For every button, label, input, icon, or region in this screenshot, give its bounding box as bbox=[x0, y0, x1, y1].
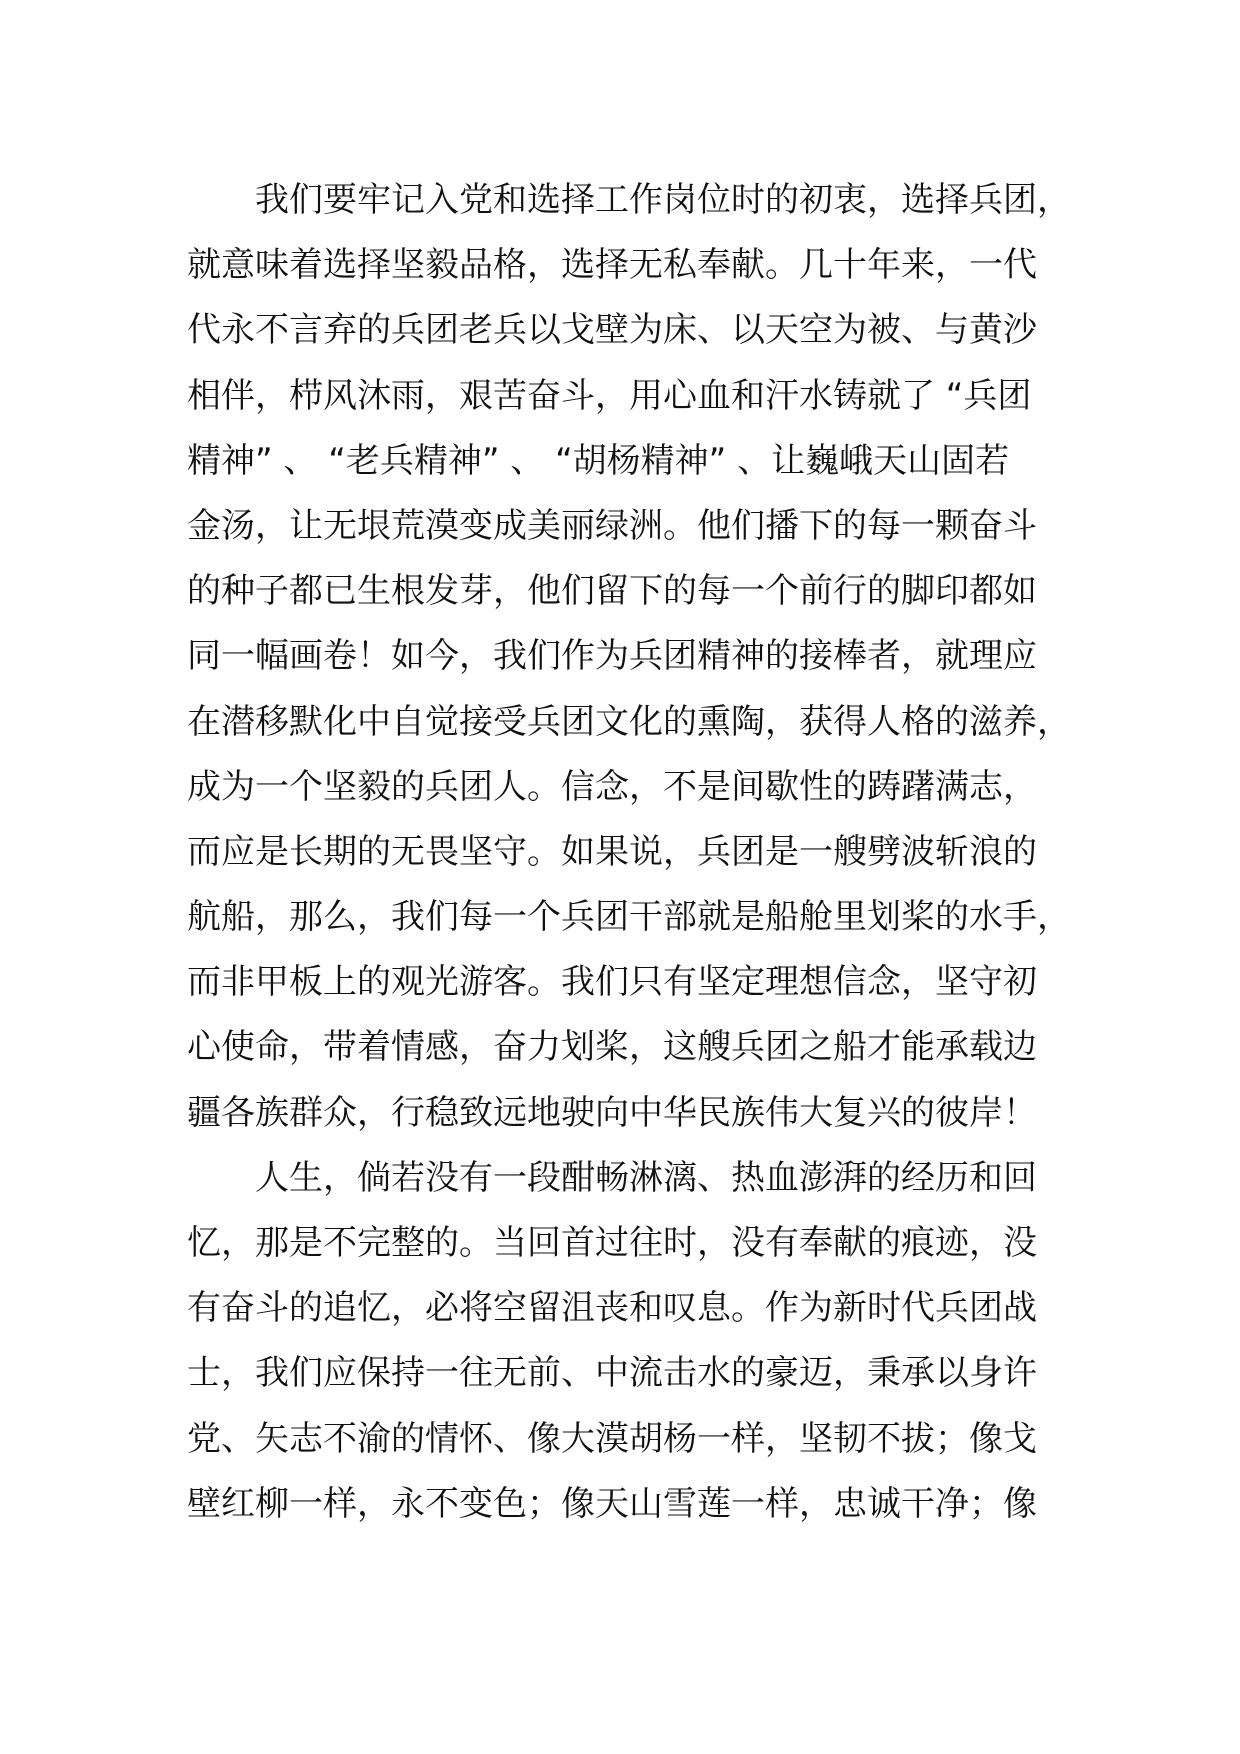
text-line: 的种子都已生根发芽，他们留下的每一个前行的脚印都如 bbox=[187, 571, 1037, 612]
text-line: 忆，那是不完整的。当回首过往时，没有奉献的痕迹，没 bbox=[187, 1223, 1037, 1263]
text-line: 代永不言弃的兵团老兵以戈壁为床、以天空为被、与黄沙 bbox=[187, 310, 1037, 351]
text-line: 就意味着选择坚毅品格，选择无私奉献。几十年来，一代 bbox=[187, 245, 1037, 286]
text-line: 相伴，栉风沐雨，艰苦奋斗，用心血和汗水铸就了 “兵团 bbox=[187, 375, 1032, 416]
text-line: 成为一个坚毅的兵团人。信念，不是间歇性的踌躇满志， bbox=[187, 766, 1037, 807]
text-line: 同一幅画卷！如今，我们作为兵团精神的接棒者，就理应 bbox=[187, 636, 1037, 677]
text-line: 壁红柳一样，永不变色；像天山雪莲一样，忠诚干净；像 bbox=[187, 1483, 1037, 1524]
text-line: 精神” 、 “老兵精神” 、 “胡杨精神” 、让巍峨天山固若 bbox=[187, 440, 1010, 481]
text-line: 在潜移默化中自觉接受兵团文化的熏陶，获得人格的滋养， bbox=[187, 701, 1071, 742]
text-line: 疆各族群众，行稳致远地驶向中华民族伟大复兴的彼岸！ bbox=[187, 1092, 1037, 1133]
text-line: 党、矢志不渝的情怀、像大漠胡杨一样，坚韧不拔；像戈 bbox=[187, 1418, 1037, 1459]
text-line: 我们要牢记入党和选择工作岗位时的初衷，选择兵团， bbox=[255, 180, 1071, 220]
text-line: 而非甲板上的观光游客。我们只有坚定理想信念，坚守初 bbox=[187, 962, 1037, 1003]
text-line: 人生，倘若没有一段酣畅淋漓、热血澎湃的经历和回 bbox=[255, 1157, 1037, 1198]
text-line: 士，我们应保持一往无前、中流击水的豪迈，秉承以身许 bbox=[187, 1353, 1037, 1394]
text-line: 而应是长期的无畏坚守。如果说，兵团是一艘劈波斩浪的 bbox=[187, 831, 1037, 872]
text-line: 有奋斗的追忆，必将空留沮丧和叹息。作为新时代兵团战 bbox=[187, 1288, 1037, 1329]
body-text bbox=[187, 168, 1071, 1537]
text-line: 航船，那么，我们每一个兵团干部就是船舱里划桨的水手， bbox=[187, 897, 1071, 938]
text-line: 金汤，让无垠荒漠变成美丽绿洲。他们播下的每一颗奋斗 bbox=[187, 505, 1037, 546]
text-line: 心使命，带着情感，奋力划桨，这艘兵团之船才能承载边 bbox=[187, 1027, 1037, 1068]
